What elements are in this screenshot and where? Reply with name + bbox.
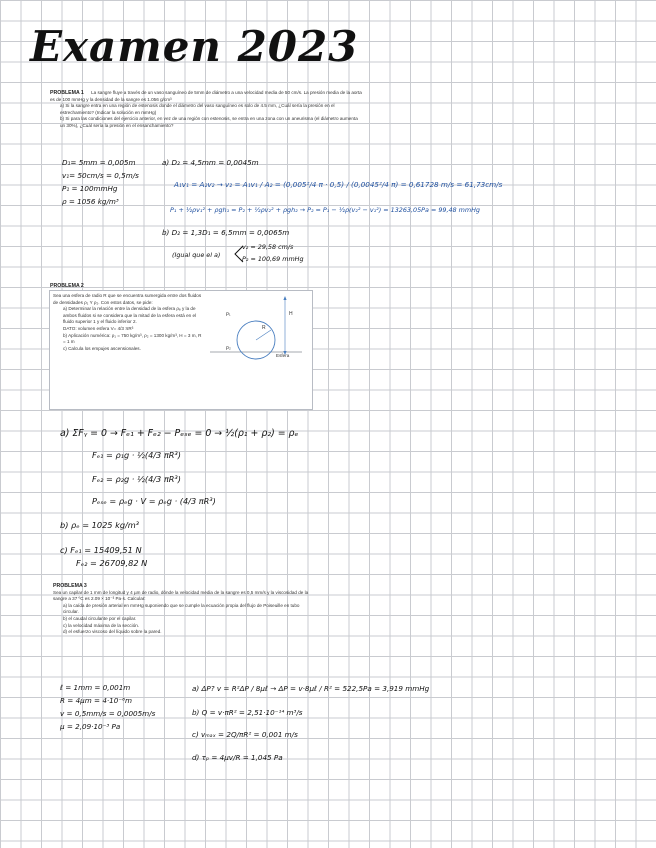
problem-1-data-d1: D₁= 5mm = 0,005m bbox=[62, 158, 136, 167]
problem-2-dato: DATO: volumen esfera V= 4/3 πR³ bbox=[63, 325, 134, 331]
problem-3-solution-c: c) vₘₐₓ = 2Q/πR² = 0,001 m/s bbox=[192, 730, 298, 739]
problem-3-data-radius: R = 4µm = 4·10⁻⁶m bbox=[60, 696, 133, 705]
problem-2-solution-b: b) ρₑ = 1025 kg/m³ bbox=[60, 520, 140, 530]
problem-3-item-b: b) el caudal circulante por el capilar. bbox=[63, 615, 137, 621]
problem-1-text: La sangre fluye a través de un vaso sanguíneo de 5mm de diámetro a una velocidad media de 50 cm/s. La presión media de la aorta es de 100 mmHg y la densidad de la sangre es 1.056 g/cm³ bbox=[50, 90, 362, 102]
figure-label-rho1: ρ₁ bbox=[226, 311, 231, 317]
problem-3-item-d: d) el esfuerzo viscoso del líquido sobre la pared. bbox=[63, 629, 162, 635]
problem-1-solution-b-note: (Igual que el a) bbox=[172, 251, 221, 259]
problem-2-solution-a: a) ΣFᵧ = 0 → Fₑ₁ + Fₑ₂ − Pₑₛₑ = 0 → ½(ρ₁ + ρ₂) = ρₑ bbox=[60, 428, 299, 439]
figure-label-r: R bbox=[262, 325, 266, 331]
problem-1-statement bbox=[50, 90, 362, 130]
problem-2-item-c: c) Calcula los empujes ascensionales. bbox=[63, 345, 141, 351]
problem-2-item-a: a) Determinar la relación entre la densidad de la esfera ρₑ y la de ambos fluidos si se considera que la mitad de la esfera está en el fluido superior 1 y el fluido inferior 2. bbox=[63, 306, 197, 325]
problem-2-solution-fe1: Fₑ₁ = ρ₁g · ½(4/3 πR³) bbox=[92, 450, 181, 460]
problem-1-data-p1: P₁ = 100mmHg bbox=[62, 184, 118, 193]
problem-3-solution-a: a) ΔP? v = R²ΔP / 8µℓ → ΔP = v·8µℓ / R² = 522,5Pa = 3,919 mmHg bbox=[192, 684, 430, 693]
figure-label-h: H bbox=[289, 311, 293, 317]
problem-1-data-rho: ρ = 1056 kg/m³ bbox=[62, 197, 119, 206]
problem-3-data-viscosity: µ = 2,09·10⁻³ Pa bbox=[60, 722, 121, 731]
problem-2-statement bbox=[53, 293, 203, 352]
problem-2-text: Sea una esfera de radio R que se encuentra sumergida entre dos fluidos de densidades ρ₁ Y ρ₂. Con estos datos, se pide: bbox=[53, 293, 202, 305]
figure-label-rho2: ρ₂ bbox=[226, 345, 231, 351]
problem-1-solution-b-d2: b) D₂ = 1,3D₁ = 6,5mm = 0,0065m bbox=[162, 228, 290, 237]
brace-mark bbox=[232, 244, 244, 264]
problem-1-heading: PROBLEMA 1 bbox=[50, 90, 84, 96]
problem-2-solution-fe2: Fₑ₂ = ρ₂g · ½(4/3 πR³) bbox=[92, 474, 181, 484]
problem-1-solution-a-d2: a) D₂ = 4,5mm = 0,0045m bbox=[162, 158, 259, 167]
page-title: Examen 2023 bbox=[30, 22, 359, 71]
problem-3-solution-d: d) τₚ = 4µv/R = 1,045 Pa bbox=[192, 753, 283, 762]
problem-2-solution-weight: Pₑₛₑ = ρₑg · V = ρₑg · (4/3 πR³) bbox=[92, 496, 216, 506]
problem-2-solution-c-fe2: Fₑ₂ = 26709,82 N bbox=[76, 558, 148, 568]
problem-3-statement bbox=[53, 583, 315, 636]
problem-3-data-velocity: v = 0,5mm/s = 0,0005m/s bbox=[60, 709, 156, 718]
problem-2-solution-c-fe1: c) Fₑ₁ = 15409,51 N bbox=[60, 545, 142, 555]
problem-3-item-a: a) la caída de presión arterial en mmHg suponiendo que se cumple la ecuación propia del flujo de Poiseuille en tubo circular. bbox=[63, 602, 300, 615]
problem-3-item-c: c) la velocidad máxima de la sección. bbox=[63, 622, 140, 628]
problem-1-data-v1: v₁= 50cm/s = 0,5m/s bbox=[62, 171, 139, 180]
problem-1-solution-a-continuity: A₁v₁ = A₂v₂ → v₂ = A₁v₁ / A₂ = (0,005²/4 π · 0,5) / (0,0045²/4 π) = 0,61728 m/s = 61,73cm/s bbox=[174, 180, 503, 189]
problem-1-solution-b-p2: P₂ = 100,69 mmHg bbox=[242, 255, 304, 263]
problem-3-heading: PROBLEMA 3 bbox=[53, 583, 87, 589]
problem-3-text: Sea un capilar de 1 mm de longitud y 4 µm de radio, dónde la velocidad media de la sangre es 0,5 mm/s y la viscosidad de la sangre a 37 ºC es 2.09 × 10⁻³ Pa·s. Calcular: bbox=[53, 589, 309, 602]
figure-label-sphere: Esfera bbox=[276, 353, 290, 358]
problem-2-item-b: b) Aplicación numérica: ρ₁ = 750 kg/m³, ρ₂ = 1300 kg/m³, H = 3 m, R = 1 m bbox=[63, 332, 202, 345]
problem-3-solution-b: b) Q = v·πR² = 2,51·10⁻¹⁴ m³/s bbox=[192, 708, 303, 717]
problem-1-item-b: b) Si para las condiciones del ejercicio anterior, en vez de una región con estenosis, se entra en una zona con un aneurisma (el diámetro aumenta un 30%), ¿Cuál sería la presión en el ensanchamiento? bbox=[60, 116, 358, 128]
problem-3-data-length: ℓ = 1mm = 0,001m bbox=[60, 683, 131, 692]
problem-1-solution-b-v2: v₂ = 29,58 cm/s bbox=[242, 243, 294, 251]
problem-2-heading: PROBLEMA 2 bbox=[50, 283, 84, 289]
problem-1-item-a: a) Si la sangre entra en una región de estenosis donde el diámetro del vaso sanguíneo es solo de 4.5 mm, ¿Cuál sería la presión en el estrechamiento? (Indicar la solución en mmHg) bbox=[60, 103, 335, 115]
problem-1-solution-a-bernoulli: P₁ + ½ρv₁² + ρgh₁ = P₂ + ½ρv₂² + ρgh₂ → P₂ = P₁ − ½ρ(v₂² − v₁²) = 13263,05Pa = 99,48 mmHg bbox=[170, 206, 480, 214]
